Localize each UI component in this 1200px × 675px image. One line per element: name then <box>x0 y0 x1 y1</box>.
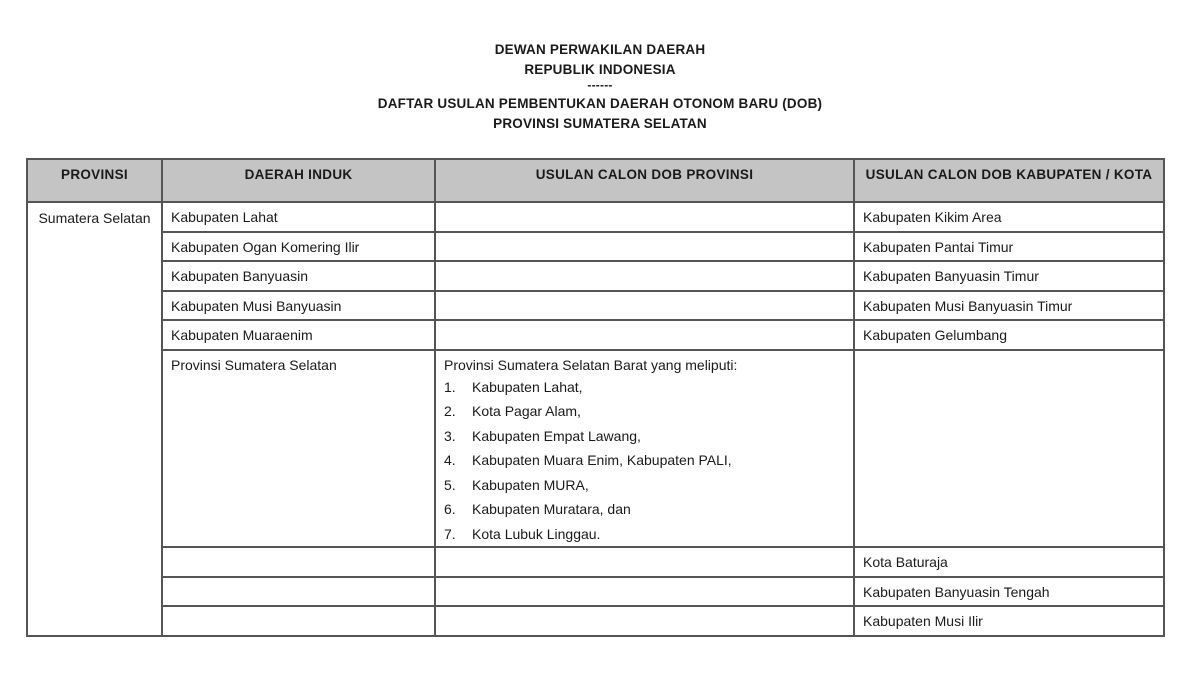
list-item <box>444 424 845 449</box>
dob-prov-cell <box>435 577 854 607</box>
list-item <box>444 448 845 473</box>
table-row <box>27 547 1164 577</box>
header-daerah-induk: DAERAH INDUK <box>162 159 435 202</box>
header-dob-kabupaten: USULAN CALON DOB KABUPATEN / KOTA <box>854 159 1164 202</box>
dob-prov-cell <box>435 261 854 291</box>
list-item-text: Kabupaten MURA, <box>472 476 589 493</box>
table-row <box>27 577 1164 607</box>
dob-kab-cell: Kabupaten Banyuasin Tengah <box>854 577 1164 607</box>
dob-prov-cell <box>435 320 854 350</box>
list-item <box>444 375 845 400</box>
dob-prov-cell <box>435 606 854 636</box>
list-item-number: 6. <box>444 501 456 517</box>
dob-kab-cell: Kabupaten Musi Banyuasin Timur <box>854 291 1164 321</box>
induk-cell: Kabupaten Musi Banyuasin <box>162 291 435 321</box>
dob-table <box>26 158 1165 637</box>
induk-cell <box>162 577 435 607</box>
header-dob-provinsi: USULAN CALON DOB PROVINSI <box>435 159 854 202</box>
list-item-number: 4. <box>444 452 456 468</box>
induk-cell: Kabupaten Ogan Komering Ilir <box>162 232 435 262</box>
list-item <box>444 473 845 498</box>
induk-cell <box>162 547 435 577</box>
sumsel-barat-list <box>444 375 845 547</box>
dob-kab-cell: Kabupaten Musi Ilir <box>854 606 1164 636</box>
list-item-text: Kota Pagar Alam, <box>472 403 581 419</box>
list-item-text: Kota Lubuk Linggau. <box>472 525 601 542</box>
induk-cell <box>162 606 435 636</box>
dob-kab-cell: Kabupaten Kikim Area <box>854 202 1164 232</box>
list-item-text: Kabupaten Muratara, dan <box>472 501 631 517</box>
induk-cell: Kabupaten Lahat <box>162 202 435 232</box>
table-row <box>27 261 1164 291</box>
induk-cell: Kabupaten Muaraenim <box>162 320 435 350</box>
dob-prov-cell <box>435 232 854 262</box>
sumsel-barat-intro: Provinsi Sumatera Selatan Barat yang meliputi: <box>444 356 738 373</box>
dob-prov-cell <box>435 547 854 577</box>
header-title: DAFTAR USULAN PEMBENTUKAN DAERAH OTONOM BARU (DOB) <box>377 96 823 111</box>
list-item <box>444 522 845 547</box>
list-item-number: 2. <box>444 403 456 419</box>
table-row <box>27 350 1164 548</box>
list-item-number: 7. <box>444 525 456 542</box>
list-item-number: 3. <box>444 427 456 444</box>
list-item <box>444 497 845 522</box>
provinsi-cell: Sumatera Selatan <box>27 202 162 636</box>
table-row <box>27 232 1164 262</box>
header-separator: ------ <box>587 78 613 92</box>
header-subtitle: PROVINSI SUMATERA SELATAN <box>493 116 707 131</box>
list-item-text: Kabupaten Empat Lawang, <box>472 427 641 444</box>
dob-prov-cell <box>435 202 854 232</box>
table-row <box>27 291 1164 321</box>
induk-cell: Kabupaten Banyuasin <box>162 261 435 291</box>
induk-cell: Provinsi Sumatera Selatan <box>162 350 435 548</box>
header-institution: DEWAN PERWAKILAN DAERAH <box>494 42 706 57</box>
dob-prov-cell <box>435 291 854 321</box>
list-item-text: Kabupaten Lahat, <box>472 378 583 395</box>
table-row <box>27 320 1164 350</box>
dob-kab-cell: Kabupaten Banyuasin Timur <box>854 261 1164 291</box>
list-item <box>444 399 845 424</box>
list-item-number: 1. <box>444 378 456 395</box>
header-country: REPUBLIK INDONESIA <box>524 62 676 77</box>
dob-prov-cell-sumsel-barat <box>435 350 854 548</box>
dob-kab-cell: Kabupaten Gelumbang <box>854 320 1164 350</box>
table-header-row <box>27 159 1164 202</box>
dob-kab-cell: Kabupaten Pantai Timur <box>854 232 1164 262</box>
header-provinsi: PROVINSI <box>27 159 162 202</box>
dob-kab-cell: Kota Baturaja <box>854 547 1164 577</box>
dob-kab-cell <box>854 350 1164 548</box>
list-item-text: Kabupaten Muara Enim, Kabupaten PALI, <box>472 452 732 468</box>
table-row <box>27 606 1164 636</box>
document-header <box>0 40 1200 134</box>
list-item-number: 5. <box>444 476 456 493</box>
table-row <box>27 202 1164 232</box>
